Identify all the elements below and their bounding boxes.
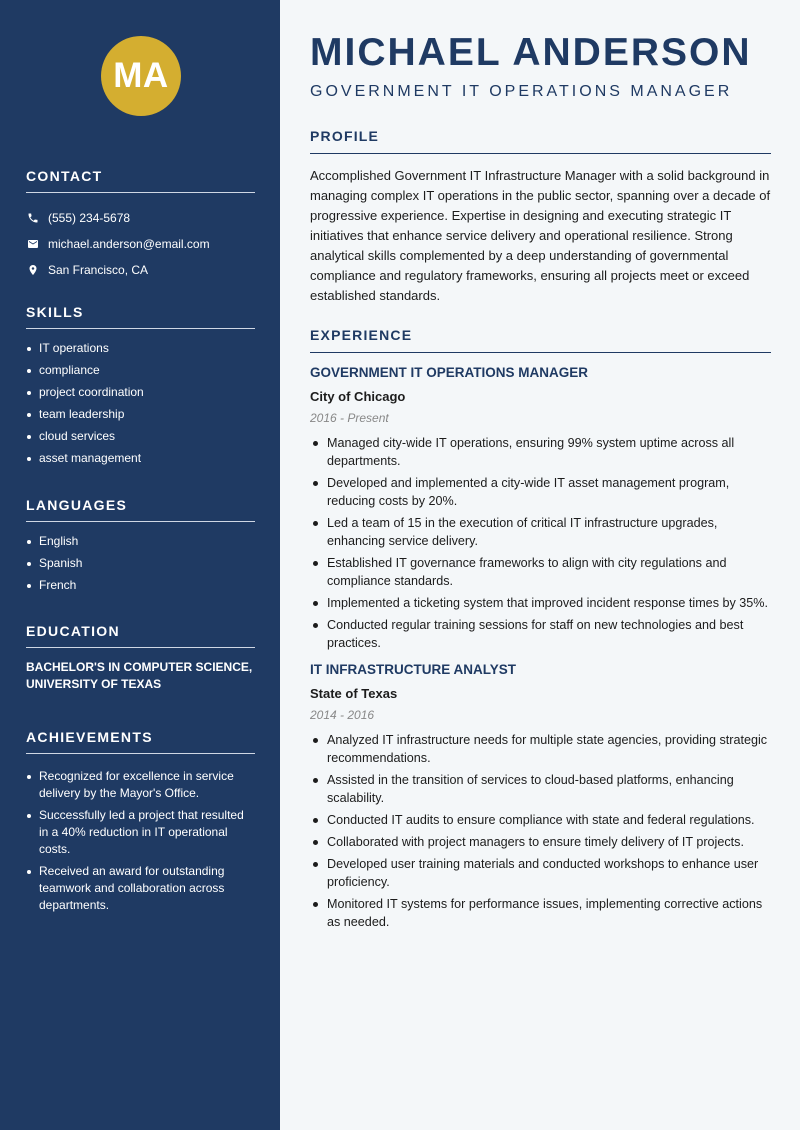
education-degree: BACHELOR'S IN COMPUTER SCIENCE, UNIVERSITY OF TEXAS bbox=[26, 660, 253, 691]
languages-list bbox=[26, 533, 255, 594]
job-bullet: Collaborated with project managers to ensure timely delivery of IT projects. bbox=[310, 833, 771, 851]
job-organization: State of Texas bbox=[310, 686, 398, 701]
job-bullet: Monitored IT systems for performance issues, implementing corrective actions as needed. bbox=[310, 895, 771, 931]
experience-section bbox=[310, 327, 771, 935]
job-bullet: Implemented a ticketing system that improved incident response times by 35%. bbox=[310, 594, 771, 612]
skill-item: project coordination bbox=[26, 384, 255, 401]
skills-section bbox=[26, 304, 255, 472]
job-role: IT INFRASTRUCTURE ANALYST bbox=[310, 662, 517, 677]
skills-heading: SKILLS bbox=[26, 304, 255, 329]
job-organization: City of Chicago bbox=[310, 389, 406, 404]
job-dates: 2016 - Present bbox=[310, 411, 389, 425]
contact-section bbox=[26, 168, 255, 283]
education-section bbox=[26, 623, 255, 693]
skill-item: cloud services bbox=[26, 428, 255, 445]
job-bullet: Assisted in the transition of services to cloud-based platforms, enhancing scalability. bbox=[310, 771, 771, 807]
education-heading: EDUCATION bbox=[26, 623, 255, 648]
achievement-item: Received an award for outstanding teamwork and collaboration across departments. bbox=[26, 863, 255, 914]
contact-list bbox=[26, 205, 255, 283]
skill-item: asset management bbox=[26, 450, 255, 467]
job-dates: 2014 - 2016 bbox=[310, 708, 375, 722]
job-bullet: Established IT governance frameworks to align with city regulations and compliance standards. bbox=[310, 554, 771, 590]
contact-email bbox=[26, 231, 255, 257]
job-role: GOVERNMENT IT OPERATIONS MANAGER bbox=[310, 365, 589, 380]
achievements-section bbox=[26, 729, 255, 919]
contact-location bbox=[26, 257, 255, 283]
job-bullet: Conducted regular training sessions for staff on new technologies and best practices. bbox=[310, 616, 771, 652]
candidate-title: GOVERNMENT IT OPERATIONS MANAGER bbox=[310, 83, 733, 100]
languages-heading: LANGUAGES bbox=[26, 497, 255, 522]
job-bullet: Led a team of 15 in the execution of critical IT infrastructure upgrades, enhancing service delivery. bbox=[310, 514, 771, 550]
phone-text: (555) 234-5678 bbox=[48, 211, 131, 225]
contact-heading: CONTACT bbox=[26, 168, 255, 193]
location-pin-icon bbox=[26, 264, 39, 277]
skills-list bbox=[26, 340, 255, 467]
experience-heading: EXPERIENCE bbox=[310, 327, 771, 353]
profile-text: Accomplished Government IT Infrastructure Manager with a solid background in managing complex IT operations in the public sector, spanning over a decade of progressive experience. Expertise in designing and executing strategic IT initiatives that enhance service delivery and operational resilience. Strong analytical skills complemented by a deep understanding of governmental compliance and regulatory frameworks, ensuring all projects meet or exceed established standards. bbox=[310, 168, 771, 303]
language-item: Spanish bbox=[26, 555, 255, 572]
job-bullet: Conducted IT audits to ensure compliance with state and federal regulations. bbox=[310, 811, 771, 829]
language-item: English bbox=[26, 533, 255, 550]
achievement-item: Recognized for excellence in service delivery by the Mayor's Office. bbox=[26, 768, 255, 802]
contact-phone bbox=[26, 205, 255, 231]
candidate-name: MICHAEL ANDERSON bbox=[310, 31, 752, 74]
phone-icon bbox=[26, 212, 39, 225]
skill-item: team leadership bbox=[26, 406, 255, 423]
job-bullets bbox=[310, 731, 771, 931]
job-bullet: Analyzed IT infrastructure needs for multiple state agencies, providing strategic recommendations. bbox=[310, 731, 771, 767]
job-bullet: Developed and implemented a city-wide IT asset management program, reducing costs by 20%. bbox=[310, 474, 771, 510]
job-entry bbox=[310, 662, 771, 931]
skill-item: compliance bbox=[26, 362, 255, 379]
languages-section bbox=[26, 497, 255, 599]
job-bullets bbox=[310, 434, 771, 652]
achievements-heading: ACHIEVEMENTS bbox=[26, 729, 255, 754]
job-entry bbox=[310, 365, 771, 652]
skill-item: IT operations bbox=[26, 340, 255, 357]
profile-heading: PROFILE bbox=[310, 128, 771, 154]
language-item: French bbox=[26, 577, 255, 594]
email-icon bbox=[26, 238, 39, 251]
email-text: michael.anderson@email.com bbox=[48, 237, 210, 251]
job-bullet: Developed user training materials and conducted workshops to enhance user proficiency. bbox=[310, 855, 771, 891]
avatar: MA bbox=[101, 36, 181, 116]
achievement-item: Successfully led a project that resulted in a 40% reduction in IT operational costs. bbox=[26, 807, 255, 858]
job-bullet: Managed city-wide IT operations, ensuring 99% system uptime across all departments. bbox=[310, 434, 771, 470]
sidebar bbox=[0, 0, 280, 1130]
achievements-list bbox=[26, 768, 255, 914]
location-text: San Francisco, CA bbox=[48, 263, 149, 277]
profile-section bbox=[310, 128, 771, 306]
